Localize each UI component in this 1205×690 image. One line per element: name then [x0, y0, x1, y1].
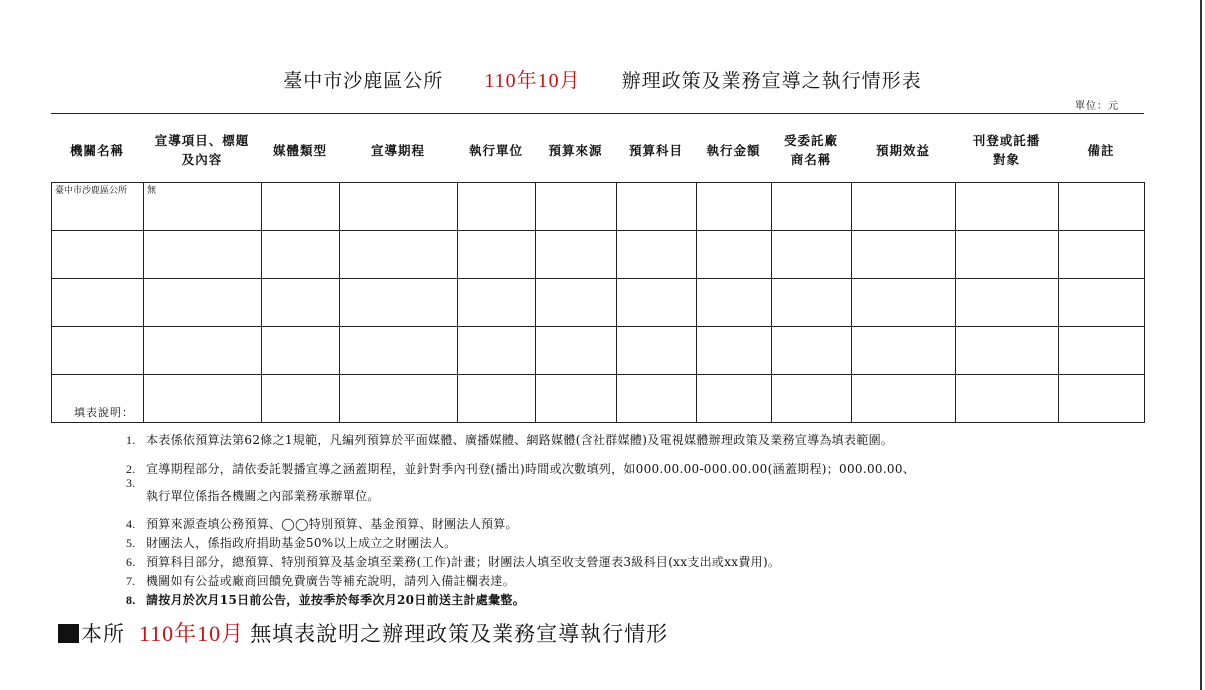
note-item: 3. — [126, 476, 136, 490]
table-cell — [262, 327, 340, 375]
table-cell — [617, 327, 697, 375]
table-cell — [340, 231, 458, 279]
title-name: 辦理政策及業務宣導之執行情形表 — [621, 70, 922, 92]
note-item: 7. 機關如有公益或廠商回饋免費廣告等補充說明，請列入備註欄表達。 — [126, 574, 516, 588]
notes-label: 填表說明： — [74, 406, 134, 419]
table-row — [52, 375, 1145, 423]
table-cell — [52, 231, 144, 279]
note-item: 4. 預算來源查填公務預算、◯◯特別預算、基金預算、財團法人預算。 — [126, 517, 518, 531]
table-cell — [956, 183, 1059, 231]
col-header-contractor: 受委託廠商名稱 — [783, 133, 838, 167]
table-cell — [697, 231, 772, 279]
document-title — [0, 64, 1205, 93]
table-cell — [956, 327, 1059, 375]
table-cell — [617, 279, 697, 327]
col-header-agency: 機關名稱 — [69, 142, 124, 158]
table-cell — [536, 231, 617, 279]
table-cell — [852, 231, 956, 279]
footer-prefix: 本所 — [81, 622, 125, 646]
col-header-schedule: 宣導期程 — [370, 142, 425, 158]
table-cell — [956, 279, 1059, 327]
table-cell — [536, 327, 617, 375]
title-period: 110年10月 — [484, 70, 581, 92]
col-header-exec-unit: 執行單位 — [468, 142, 523, 158]
table-cell — [617, 231, 697, 279]
header-rule — [51, 113, 1144, 114]
data-table — [51, 182, 1145, 423]
col-header-topic: 宣導項目、標題及內容 — [154, 133, 250, 167]
note-item: 執行單位係指各機關之內部業務承辦單位。 — [146, 489, 380, 503]
table-cell — [956, 375, 1059, 423]
table-cell — [262, 183, 340, 231]
col-header-media-type: 媒體類型 — [272, 142, 327, 158]
table-row — [52, 231, 1145, 279]
table-cell — [340, 279, 458, 327]
table-cell: 臺中市沙鹿區公所 — [52, 183, 144, 231]
note-item: 2. 宣導期程部分，請依委託製播宣導之涵蓋期程，並針對季內刊登(播出)時間或次數填列，如000.00.00-000.00.00(涵蓋期程)；000.00.00、 — [126, 462, 916, 476]
table-cell — [536, 279, 617, 327]
col-header-budget-item: 預算科目 — [628, 142, 683, 158]
table-cell — [340, 375, 458, 423]
black-square-icon — [58, 624, 79, 643]
table-cell — [1059, 375, 1145, 423]
unit-label: 單位：元 — [1075, 101, 1119, 112]
note-item: 6. 預算科目部分，總預算、特別預算及基金填至業務(工作)計畫；財團法人填至收支營運表3級科目(xx支出或xx費用)。 — [126, 555, 781, 569]
table-cell — [617, 375, 697, 423]
table-cell — [144, 327, 262, 375]
table-cell — [458, 183, 536, 231]
table-row — [52, 327, 1145, 375]
table-cell — [697, 279, 772, 327]
table-cell — [458, 375, 536, 423]
table-cell — [852, 279, 956, 327]
table-row — [52, 183, 1145, 231]
table-cell — [697, 183, 772, 231]
footer-statement — [58, 617, 668, 648]
table-cell — [772, 375, 852, 423]
table-cell — [772, 327, 852, 375]
table-cell — [52, 327, 144, 375]
table-row — [52, 279, 1145, 327]
table-cell — [262, 231, 340, 279]
col-header-audience: 刊登或託播對象 — [972, 133, 1041, 167]
table-cell — [458, 231, 536, 279]
table-cell — [1059, 183, 1145, 231]
table-cell — [144, 231, 262, 279]
footer-period: 110年10月 — [139, 621, 245, 646]
table-cell — [617, 183, 697, 231]
table-cell: 無 — [144, 183, 262, 231]
table-cell — [772, 231, 852, 279]
table-cell — [340, 183, 458, 231]
title-agency: 臺中市沙鹿區公所 — [283, 70, 444, 92]
table-cell — [1059, 327, 1145, 375]
table-cell — [772, 183, 852, 231]
note-item: 5. 財團法人，係指政府捐助基金50%以上成立之財團法人。 — [126, 536, 457, 550]
footer-text: 無填表說明之辦理政策及業務宣導執行情形 — [250, 622, 669, 646]
table-cell — [697, 375, 772, 423]
table-cell — [536, 183, 617, 231]
col-header-amount: 執行金額 — [706, 142, 761, 158]
table-cell — [458, 279, 536, 327]
page-edge-line — [1200, 0, 1202, 690]
table-cell — [52, 279, 144, 327]
table-cell — [536, 375, 617, 423]
table-cell — [852, 375, 956, 423]
table-cell — [1059, 231, 1145, 279]
col-header-budget-source: 預算來源 — [548, 142, 603, 158]
table-cell — [340, 327, 458, 375]
note-item: 1. 本表係依預算法第62條之1規範，凡編列預算於平面媒體、廣播媒體、網路媒體(含社群媒體)及電視媒體辦理政策及業務宣導為填表範圍。 — [126, 433, 894, 447]
table-cell — [458, 327, 536, 375]
table-cell — [852, 183, 956, 231]
note-item: 8. 請按月於次月15日前公告，並按季於每季次月20日前送主計處彙整。 — [126, 593, 526, 607]
table-cell — [262, 375, 340, 423]
col-header-benefit: 預期效益 — [875, 142, 930, 158]
table-cell — [144, 375, 262, 423]
table-cell — [697, 327, 772, 375]
table-cell — [956, 231, 1059, 279]
table-cell — [1059, 279, 1145, 327]
table-cell — [262, 279, 340, 327]
table-cell — [772, 279, 852, 327]
col-header-remarks: 備註 — [1087, 142, 1115, 158]
table-cell — [144, 279, 262, 327]
table-cell — [852, 327, 956, 375]
table-header — [51, 128, 1144, 172]
